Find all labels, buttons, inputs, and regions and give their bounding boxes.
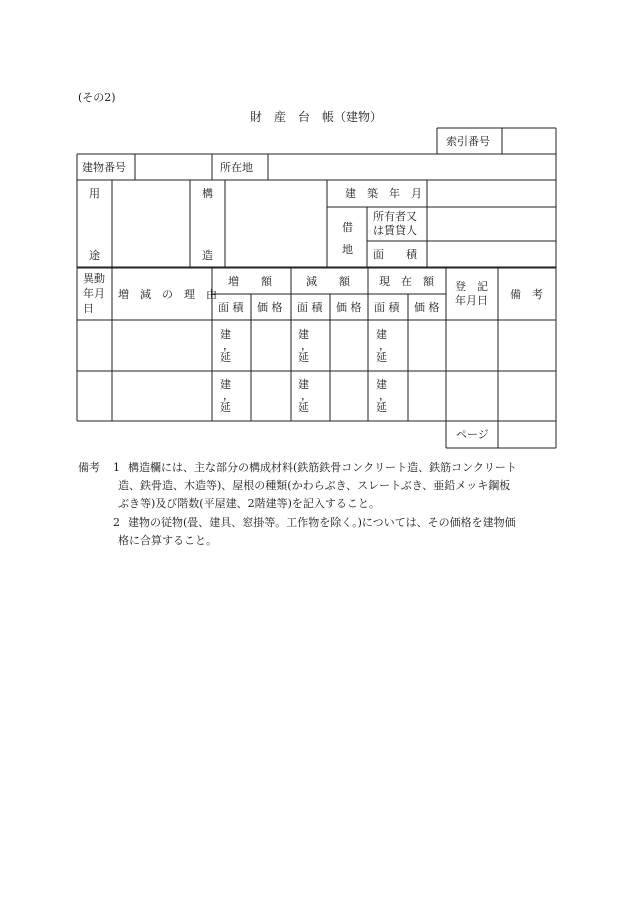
decrease-label: 減 額 [306, 275, 350, 288]
use-label-bottom: 途 [89, 249, 100, 262]
row2-decrease-building-mark: 建 [298, 378, 309, 391]
row1-decrease-comma-mark: ， [301, 339, 312, 352]
increase-price-header: 価 格 [257, 301, 283, 314]
structure-label-top: 構 [202, 187, 213, 200]
owner-label-line1: 所有者又 [373, 210, 417, 223]
row2-decrease-comma-mark: ， [301, 389, 312, 402]
row1-increase-comma-mark: ， [223, 339, 234, 352]
row1-increase-building-mark: 建 [220, 328, 231, 341]
row2-current-building-mark: 建 [376, 378, 387, 391]
current-area-header: 面 積 [374, 301, 400, 314]
note-1-line-1: 構造欄には、主な部分の構成材料(鉄筋鉄骨コンクリート造、鉄筋コンクリート [128, 461, 517, 474]
row2-current-floor-mark: 延 [376, 401, 387, 414]
structure-label-bottom: 造 [202, 249, 213, 262]
owner-label-line2: は賃貸人 [373, 224, 417, 237]
change-date-label-line2: 年月 [83, 287, 105, 300]
remarks-label: 備 考 [510, 288, 543, 301]
row1-decrease-building-mark: 建 [298, 328, 309, 341]
borrowed-land-label-bottom: 地 [342, 243, 353, 256]
notes-heading: 備考 [78, 461, 100, 474]
decrease-area-header: 面 積 [297, 301, 323, 314]
reason-label: 増 減 の 理 由 [118, 288, 217, 301]
decrease-price-header: 価 格 [336, 301, 362, 314]
note-1-line-2: 造、鉄骨造、木造等)、屋根の種類(かわらぶき、スレートぶき、亜鉛メッキ鋼板 [118, 479, 511, 492]
row2-increase-floor-mark: 延 [220, 401, 231, 414]
row1-current-building-mark: 建 [376, 328, 387, 341]
series-label: (その2) [78, 91, 116, 104]
increase-area-header: 面 積 [218, 301, 244, 314]
note-2-number: 2 [113, 516, 120, 529]
page-title: 財 産 台 帳（建物） [250, 110, 383, 124]
note-2-line-2: 格に合算すること。 [118, 534, 217, 547]
increase-label: 増 額 [228, 275, 272, 288]
change-date-label-line1: 異動 [83, 272, 105, 285]
row1-increase-floor-mark: 延 [220, 351, 231, 364]
row1-current-floor-mark: 延 [376, 351, 387, 364]
row2-current-comma-mark: ， [379, 389, 390, 402]
row1-decrease-floor-mark: 延 [298, 351, 309, 364]
registration-date-label-line1: 登 記 [455, 280, 488, 293]
note-2-line-1: 建物の従物(畳、建具、窓掛等。工作物を除く。)については、その価格を建物価 [128, 516, 516, 529]
row2-decrease-floor-mark: 延 [298, 401, 309, 414]
page-number-label: ページ [456, 428, 489, 441]
building-number-label: 建物番号 [82, 161, 126, 174]
index-number-label: 索引番号 [446, 135, 490, 148]
change-date-label-line3: 日 [83, 302, 94, 315]
current-amount-label: 現 在 額 [379, 275, 434, 288]
row1-current-comma-mark: ， [379, 339, 390, 352]
note-1-line-3: ぶき等)及び階数(平屋建、2階建等)を記入すること。 [118, 497, 380, 510]
use-label-top: 用 [89, 187, 100, 200]
row2-increase-building-mark: 建 [220, 378, 231, 391]
borrowed-land-label-top: 借 [342, 221, 353, 234]
area-label: 面 積 [373, 248, 417, 261]
location-label: 所在地 [220, 161, 253, 174]
row2-increase-comma-mark: ， [223, 389, 234, 402]
note-1-number: 1 [113, 461, 120, 474]
registration-date-label-line2: 年月日 [455, 294, 488, 307]
construction-date-label: 建 築 年 月 [345, 187, 422, 200]
current-price-header: 価 格 [414, 301, 440, 314]
